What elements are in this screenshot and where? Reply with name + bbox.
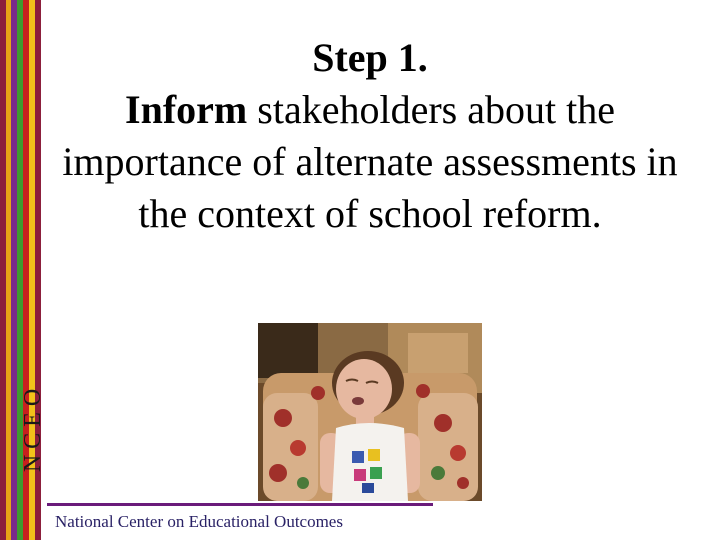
student-in-chair-photo: [258, 323, 482, 501]
slide-title: [60, 32, 680, 240]
side-label-text: NCEO: [20, 382, 47, 473]
nceo-side-label: [22, 365, 46, 490]
title-step: Step 1.: [312, 35, 428, 80]
title-bold-word: Inform: [125, 87, 248, 132]
footer-org-name: National Center on Educational Outcomes: [55, 512, 343, 531]
footer-divider: [47, 503, 433, 506]
title-rest: stakeholders about the importance of alternate assessments in the context of school reform.: [62, 87, 678, 236]
